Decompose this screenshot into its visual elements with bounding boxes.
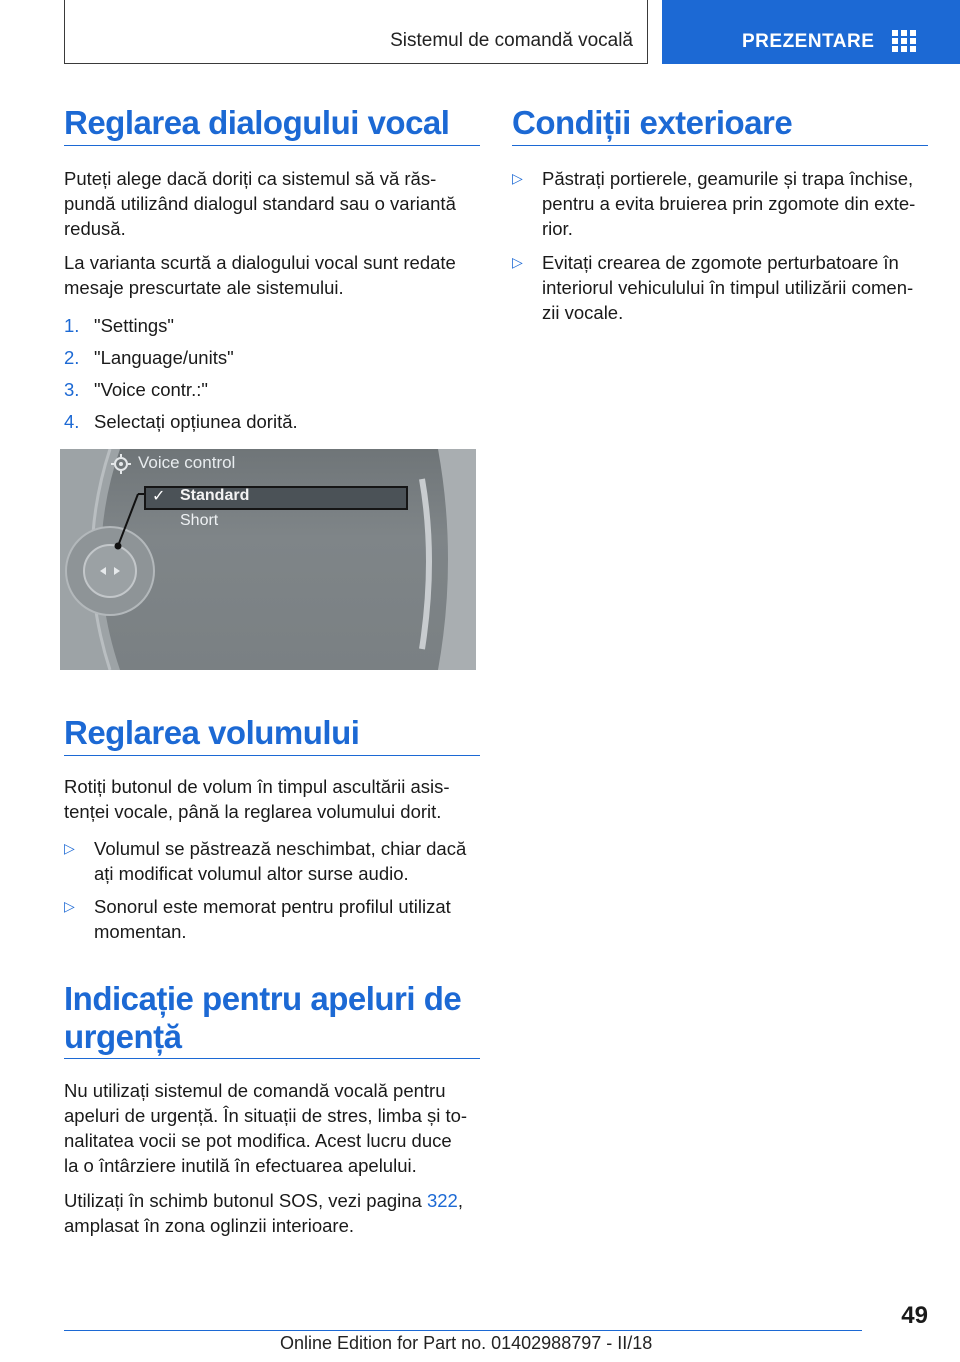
footer-rule (64, 1330, 862, 1331)
list-item (64, 377, 484, 409)
list-item (64, 409, 484, 441)
bullet-list (512, 166, 932, 325)
section-rule (64, 1058, 480, 1059)
paragraph: Rotiți butonul de volum în timpul ascultării asis- tenței vocale, până la reglarea volumului dorit. (64, 776, 450, 822)
chapter-title: Sistemul de comandă vocală (390, 30, 633, 51)
bullet-triangle-icon: ▷ (64, 840, 75, 856)
paragraph: Utilizați în schimb butonul SOS, vezi pagina 322, amplasat în zona oglinzii interioare. (64, 1190, 463, 1236)
paragraph: Nu utilizați sistemul de comandă vocală pentru apeluri de urgență. În situații de stres, limba și to- nalitatea vocii se pot modifica. Acest lucru duce la o întârziere inutilă în efectuarea apelului. (64, 1080, 468, 1176)
header-title-box (64, 0, 648, 64)
section-heading-volume: Reglarea volumului (64, 714, 360, 751)
section-heading-emergency: Indicație pentru apeluri de urgență (64, 980, 462, 1055)
step-text: "Settings" (94, 315, 174, 336)
bullet-triangle-icon: ▷ (512, 170, 523, 186)
list-item: ▷ Volumul se păstrează neschimbat, chiar dacă ați modificat volumul altor surse audio. (64, 838, 467, 884)
step-number: 4. (64, 411, 80, 432)
edition-text: Online Edition for Part no. 01402988797 - II/18 (280, 1333, 653, 1353)
bullet-triangle-icon: ▷ (64, 898, 75, 914)
bullet-triangle-icon: ▷ (512, 254, 523, 270)
voice-control-screen-image (60, 449, 476, 670)
check-icon: ✓ (152, 488, 166, 505)
grid-menu-icon[interactable] (892, 30, 916, 52)
page-reference-link[interactable]: 322 (426, 1190, 458, 1211)
section-rule (512, 145, 928, 146)
paragraph: La varianta scurtă a dialogului vocal sunt redate mesaje prescurtate ale sistemului. (64, 252, 456, 298)
section-rule (64, 145, 480, 146)
step-number: 2. (64, 347, 80, 368)
section-heading-dialog: Reglarea dialogului vocal (64, 104, 450, 141)
step-number: 1. (64, 315, 80, 336)
list-item: ▷ Sonorul este memorat pentru profilul utilizat momentan. (64, 896, 451, 942)
page-number: 49 (901, 1302, 928, 1329)
bullet-list (64, 836, 484, 944)
list-item (64, 313, 484, 345)
list-item (64, 345, 484, 377)
step-text: "Voice contr.:" (94, 379, 208, 400)
steps-list (64, 313, 484, 441)
paragraph: Puteți alege dacă doriți ca sistemul să vă răs- pundă utilizând dialogul standard sau o variantă redusă. (64, 168, 456, 239)
list-item: ▷ Păstrați portierele, geamurile și trapa închise, pentru a evita bruierea prin zgomote din exte- rior. (512, 168, 916, 239)
step-text: Selectați opțiunea dorită. (94, 411, 298, 432)
screen-bezel-graphic (60, 449, 476, 670)
option-standard: Standard (180, 487, 250, 504)
section-heading-exterior: Condiții exterioare (512, 104, 793, 141)
list-item: ▷ Evitați crearea de zgomote perturbatoare în interiorul vehiculului în timpul utilizării comen- zii vocale. (512, 252, 914, 323)
section-tab[interactable] (662, 0, 960, 64)
screen-title: Voice control (138, 453, 236, 472)
gear-icon (110, 453, 132, 475)
step-number: 3. (64, 379, 80, 400)
step-text: "Language/units" (94, 347, 234, 368)
section-rule (64, 755, 480, 756)
section-tab-label: PREZENTARE (742, 31, 875, 52)
option-short: Short (180, 512, 219, 529)
